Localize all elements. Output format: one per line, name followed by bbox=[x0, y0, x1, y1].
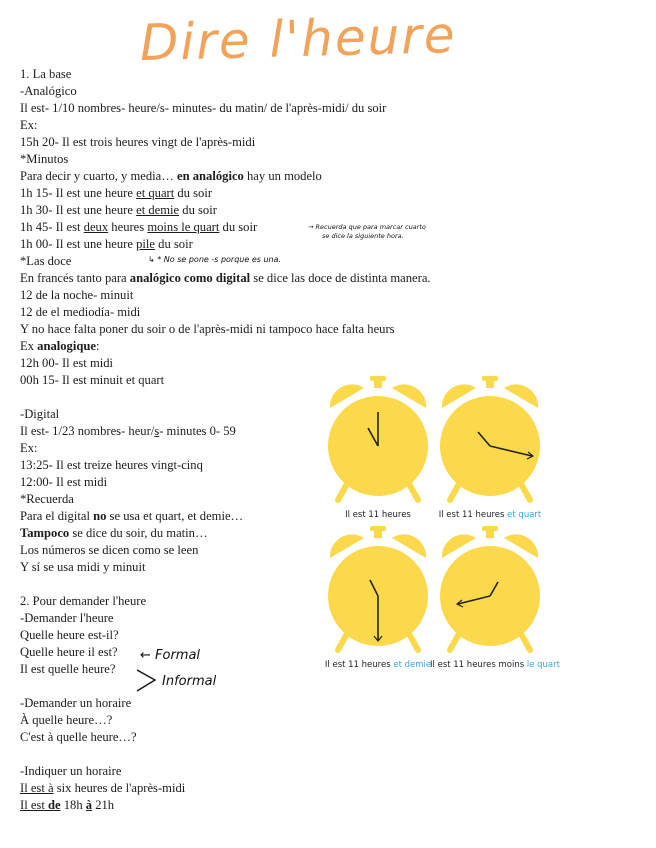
text-line: 1h 30- Il est une heure et demie du soir bbox=[20, 203, 217, 217]
text-line: Para el digital no se usa et quart, et demie… bbox=[20, 509, 244, 523]
alarm-clock-11h45 bbox=[434, 524, 546, 662]
text-line: 1. La base bbox=[20, 67, 72, 81]
spacer bbox=[20, 746, 500, 763]
text-line: C'est à quelle heure…? bbox=[20, 730, 137, 744]
text-line: Y no hace falta poner du soir o de l'après-midi ni tampoco hace falta heurs bbox=[20, 322, 395, 336]
handwritten-note: ↳ * No se pone -s porque es una. bbox=[148, 255, 282, 264]
text-line: -Demander un horaire bbox=[20, 696, 132, 710]
text-line: -Demander l'heure bbox=[20, 611, 114, 625]
text-line: -Analógico bbox=[20, 84, 77, 98]
text-line: 12h 00- Il est midi bbox=[20, 356, 114, 370]
clock-body bbox=[440, 376, 540, 500]
text-line: 15h 20- Il est trois heures vingt de l'après-midi bbox=[20, 135, 256, 149]
clock-body bbox=[440, 526, 540, 650]
text-line: Il est- 1/10 nombres- heure/s- minutes- du matin/ de l'après-midi/ du soir bbox=[20, 101, 387, 115]
text-line: -Indiquer un horaire bbox=[20, 764, 122, 778]
text-line: À quelle heure…? bbox=[20, 713, 113, 727]
text-line: 2. Pour demander l'heure bbox=[20, 594, 147, 608]
text-line: Quelle heure est-il? bbox=[20, 628, 119, 642]
text-line: Tampoco se dice du soir, du matin… bbox=[20, 526, 208, 540]
text-line: Ex: bbox=[20, 118, 38, 132]
alarm-clock-11h15 bbox=[434, 374, 546, 512]
text-line: 1h 15- Il est une heure et quart du soir bbox=[20, 186, 213, 200]
text-line: Ex analogique: bbox=[20, 339, 100, 353]
text-line: Ex: bbox=[20, 441, 38, 455]
text-line: 1h 00- Il est une heure pile du soir bbox=[20, 237, 193, 251]
clock-caption: Il est 11 heures et quart bbox=[438, 510, 542, 520]
text-line: 12:00- Il est midi bbox=[20, 475, 108, 489]
clock-caption: Il est 11 heures bbox=[345, 510, 411, 520]
text-line: *Minutos bbox=[20, 152, 69, 166]
text-line: Il est de 18h à 21h bbox=[20, 798, 115, 812]
text-line: 12 de la noche- minuit bbox=[20, 288, 134, 302]
handwritten-formal-label: ← Formal bbox=[140, 648, 201, 663]
text-line: En francés tanto para analógico como digital se dice las doce de distinta manera. bbox=[20, 271, 431, 285]
text-line: *Recuerda bbox=[20, 492, 74, 506]
spacer bbox=[20, 678, 500, 695]
text-line: Quelle heure il est? bbox=[20, 645, 118, 659]
handwritten-note: → Recuerda que para marcar cuarto se dice la siguiente hora. bbox=[308, 223, 426, 240]
text-line: 1h 45- Il est deux heures moins le quart du soir bbox=[20, 220, 258, 234]
text-line: Il est quelle heure? bbox=[20, 662, 116, 676]
text-line: *Las doce bbox=[20, 254, 72, 268]
alarm-clock-11h30 bbox=[322, 524, 434, 662]
text-line: Para decir y cuarto, y media… en analógico hay un modelo bbox=[20, 169, 322, 183]
text-line: Il est à six heures de l'après-midi bbox=[20, 781, 186, 795]
text-line: Los números se dicen como se leen bbox=[20, 543, 199, 557]
text-line: 00h 15- Il est minuit et quart bbox=[20, 373, 165, 387]
alarm-clock-11h00 bbox=[322, 374, 434, 512]
bracket-icon bbox=[133, 666, 163, 696]
text-line: Y sí se usa midi y minuit bbox=[20, 560, 146, 574]
clock-caption: Il est 11 heures et demie bbox=[324, 660, 432, 670]
handwritten-informal-label: Informal bbox=[162, 674, 217, 689]
text-line: 12 de el mediodía- midi bbox=[20, 305, 141, 319]
text-line: Il est- 1/23 nombres- heur/s- minutes 0- 59 bbox=[20, 424, 236, 438]
clock-caption: Il est 11 heures moins le quart bbox=[430, 660, 560, 670]
page-title: Dire l'heure bbox=[139, 5, 458, 73]
text-line: 13:25- Il est treize heures vingt-cinq bbox=[20, 458, 203, 472]
text-line: -Digital bbox=[20, 407, 60, 421]
